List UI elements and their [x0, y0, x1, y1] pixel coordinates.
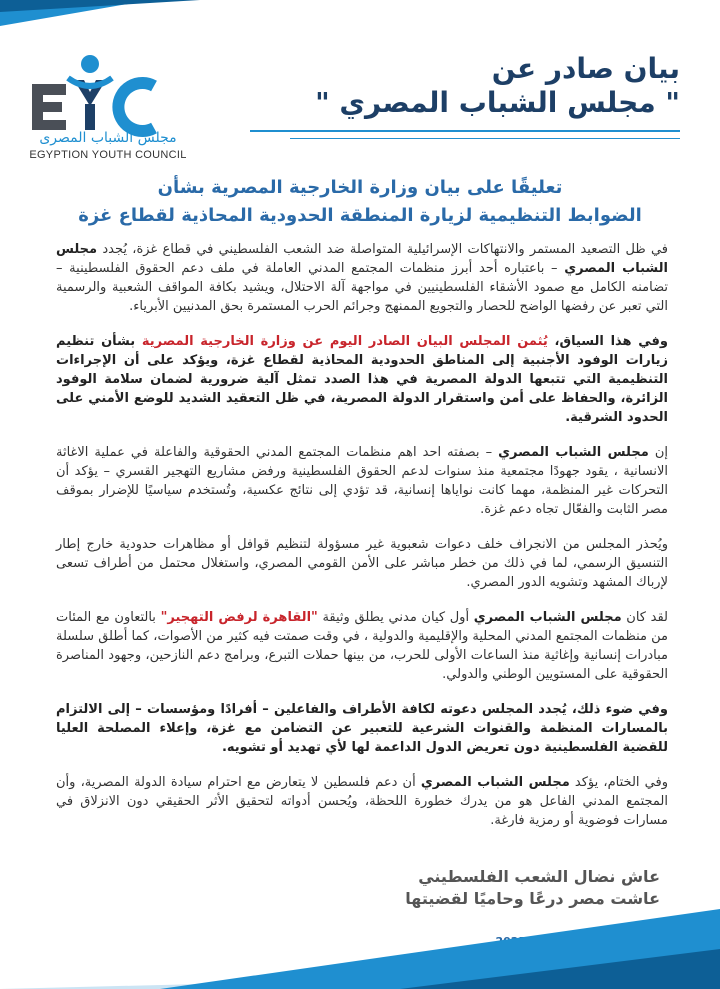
- paragraph-5: [56, 608, 668, 684]
- p7-text-c: أن دعم فلسطين لا يتعارض مع احترام سيادة الدولة المصرية، وأن المجتمع المدني الفاعل هو من يدرك خطورة اللحظة، ويُحسن أدواته لتحقيق الأثر الحقيقي دون الانزلاق في مسارات فوضوية أو رمزية فارغة.: [56, 775, 668, 828]
- closing-slogans: [405, 866, 660, 910]
- p1-text-c: – باعتباره أحد أبرز منظمات المجتمع المدني العاملة في ملف دعم الحقوق الفلسطينية – تضامنه الكامل مع صمود الأشقاء الفلسطينيين في مواجهة آلة الاحتلال، ويشيد بكافة المواقف الشعبية والرسمية التي تعبر عن رفضها الواضح للحصار والتجويع الممنهج وجرائم الحرب المستمرة بحق المدنيين الأبرياء.: [56, 261, 668, 314]
- corner-decoration-bottom-dark: [400, 949, 720, 989]
- title-line-1: تعليقًا على بيان وزارة الخارجية المصرية بشأن: [157, 177, 563, 198]
- statement-header: [250, 52, 680, 139]
- paragraph-7: [56, 773, 668, 830]
- p3-council-name: مجلس الشباب المصري: [498, 445, 649, 460]
- statement-title: [60, 174, 660, 230]
- p7-council-name: مجلس الشباب المصري: [420, 775, 570, 790]
- paragraph-3: [56, 443, 668, 519]
- p3-text-c: – بصفته احد اهم منظمات المجتمع المدني الحقوقية والفاعلة في عملية الاغاثة الانسانية ، يقود جهودًا مجتمعية منذ سنوات لدعم الحقوق الفلسطينية ورفض مشاريع التهجير القسري – يؤكد أن التحركات غير المنظمة، مهما كانت نواياها إنسانية، قد تؤدي إلى نتائج عكسية، وتُستخدم سياسيًا للإضرار بموقف مصر الثابت والفعّال تجاه دعم غزة.: [56, 445, 668, 517]
- paragraph-2: [56, 332, 668, 427]
- issuing-office: مجلس الشباب المصري – المكتب الإعلامي: [459, 951, 684, 964]
- header-line-1: بيان صادر عن: [491, 52, 680, 85]
- title-line-2: الضوابط التنظيمية لزيارة المنطقة الحدودية المحاذية لقطاع غزة: [78, 205, 642, 226]
- closing-line-2: عاشت مصر درعًا وحاميًا لقضيتها: [405, 889, 660, 908]
- paragraph-6: [56, 700, 668, 757]
- p1-text-a: في ظل التصعيد المستمر والانتهاكات الإسرائيلية المتواصلة ضد الشعب الفلسطيني في قطاع غزة، يُجدد: [97, 242, 668, 257]
- closing-line-1: عاش نضال الشعب الفلسطيني: [418, 867, 660, 886]
- p2-text-a: وفي هذا السياق،: [547, 334, 669, 349]
- p7-text-a: وفي الختام، يؤكد: [569, 775, 668, 790]
- p5-text-a: لقد كان: [621, 610, 668, 625]
- p1-council-name: مجلس الشباب المصري: [56, 242, 668, 276]
- logo-arabic-name: مجلس الشباب المصرى: [39, 130, 177, 146]
- corner-decoration-top-dark: [0, 0, 200, 12]
- header-divider: [250, 130, 680, 132]
- p2-highlight: يُثمن المجلس البيان الصادر اليوم عن وزارة الخارجية المصرية: [141, 334, 548, 349]
- p5-council-name: مجلس الشباب المصري: [473, 610, 622, 625]
- issue-date: صادر بتاريخ: الثلاثاء 10 يونيو 2025: [495, 935, 684, 948]
- p4-text: ويُحذر المجلس من الانجراف خلف دعوات شعبوية غير مسؤولة لتنظيم قوافل أو مظاهرات حدودية خارج إطار التنسيق الرسمي، لما في ذلك من خطر مباشر على الأمن القومي المصري، واستغلال محتمل من أطراف تسعى لإرباك المشهد وتشويه الدور المصري.: [56, 537, 668, 590]
- statement-body: [56, 240, 668, 846]
- paragraph-1: [56, 240, 668, 316]
- p5-document-name: "القاهرة لرفض التهجير": [160, 610, 318, 625]
- p6-text: وفي ضوء ذلك، يُجدد المجلس دعوته لكافة الأطراف والفاعلين – أفرادًا ومؤسسات – إلى الالتزام بالمسارات المنظمة والقنوات الشرعية للتعبير عن التضامن مع غزة، وإعلاء المصلحة العليا للقضية الفلسطينية دون تعريض الدول الداعمة لها لأي تهديد أو تشويه.: [56, 702, 668, 755]
- p5-text-e: بالتعاون مع المئات من منظمات المجتمع المدني المحلية والإقليمية والدولية ، في وقت صمتت فيه كثير من الأصوات، كما أطلق سلسلة مبادرات إنسانية وإغاثية منذ الساعات الأولى للحرب، من بينها حملات التبرع، وبرامج دعم النازحين، وجهود المناصرة الحقوقية على المستويين الوطني والدولي.: [56, 610, 668, 682]
- paragraph-4: [56, 535, 668, 592]
- p3-text-a: إن: [648, 445, 668, 460]
- p5-text-c: أول كيان مدني يطلق وثيقة: [317, 610, 474, 625]
- header-line-2: " مجلس الشباب المصري ": [315, 86, 680, 119]
- p2-text-c: بشأن تنظيم زيارات الوفود الأجنبية إلى المناطق الحدودية المحاذية لقطاع غزة، ويؤكد على أن الإجراءات التنظيمية التي تتبعها الدولة المصرية في هذا الصدد تمثل آلية ضرورية لضمان سلامة الوفود الزائرة، والحفاظ على أمن واستقرار الدولة المصرية، في ظل التعقيد الشديد للوضع الأمني على الحدود الشرقية.: [56, 334, 668, 425]
- logo-caption: [28, 130, 188, 161]
- logo-english-name: EGYPTION YOUTH COUNCIL: [29, 149, 187, 161]
- header-divider-thin: [290, 138, 680, 139]
